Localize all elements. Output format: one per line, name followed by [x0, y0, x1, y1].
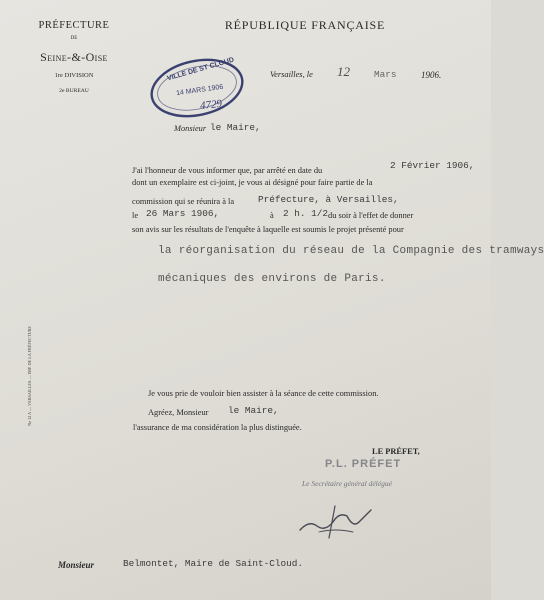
body-project-line-2: mécaniques des environs de Paris. [158, 273, 386, 285]
closing-line-3: l'assurance de ma considération la plus distinguée. [133, 423, 302, 432]
body-line-1: J'ai l'honneur de vous informer que, par arrêté en date du [132, 166, 323, 175]
signature-scrawl [295, 502, 375, 542]
stamp-number: 4729 [199, 97, 223, 113]
body-project-line-1: la réorganisation du réseau de la Compagnie des tramways [158, 245, 544, 257]
salutation-label: Monsieur [174, 124, 207, 133]
signature-title: LE PRÉFET, [372, 447, 420, 456]
stamp-town: VILLE DE ST CLOUD [166, 56, 235, 83]
address-label: Monsieur [58, 560, 95, 570]
printer-margin-note: No 12 A — VERSAILLES — IMP. DE LA PRÉFECTURE [27, 326, 32, 426]
address-recipient: Belmontet, Maire de Saint-Cloud. [123, 558, 304, 569]
body-meeting-place: Préfecture, à Versailles, [258, 194, 399, 205]
closing-line-2-prefix: Agréez, Monsieur [148, 408, 209, 417]
body-meeting-date: 26 Mars 1906, [146, 208, 220, 219]
republic-heading: RÉPUBLIQUE FRANÇAISE [224, 18, 386, 32]
body-meeting-time: 2 h. 1/2 [283, 208, 329, 219]
salutation-recipient: le Maire, [210, 122, 261, 133]
date-year: 1906. [421, 70, 442, 80]
stamp-date: 14 MARS 1906 [175, 83, 224, 98]
signature-stamp-line-2: Le Secrétaire général délégué [302, 479, 392, 488]
signature-stamp-line-1: P.L. PRÉFET [325, 458, 402, 470]
body-decree-date: 2 Février 1906, [390, 160, 475, 171]
department-name: Seine-&-Oise [40, 50, 108, 64]
body-line-4-mid: à [270, 211, 274, 220]
division-label: 1re DIVISION [54, 72, 94, 79]
closing-line-1: Je vous prie de vouloir bien assister à la séance de cette commission. [148, 389, 379, 398]
date-place: Versailles, le [270, 70, 313, 79]
closing-recipient: le Maire, [228, 405, 279, 416]
body-line-4-suffix: du soir à l'effet de donner [328, 211, 414, 220]
body-line-4-prefix: le [132, 211, 139, 220]
body-line-3: commission qui se réunira à la [132, 197, 235, 206]
bureau-label: 2e BUREAU [59, 88, 89, 94]
body-line-2: dont un exemplaire est ci-joint, je vous ai désigné pour faire partie de la [132, 178, 373, 187]
date-month: Mars [374, 69, 397, 80]
body-line-5: son avis sur les résultats de l'enquête à laquelle est soumis le projet présenté pour [132, 225, 404, 234]
prefecture-heading: PRÉFECTURE [38, 20, 110, 31]
prefecture-de: DE [70, 36, 78, 41]
date-day: 12 [337, 64, 350, 79]
